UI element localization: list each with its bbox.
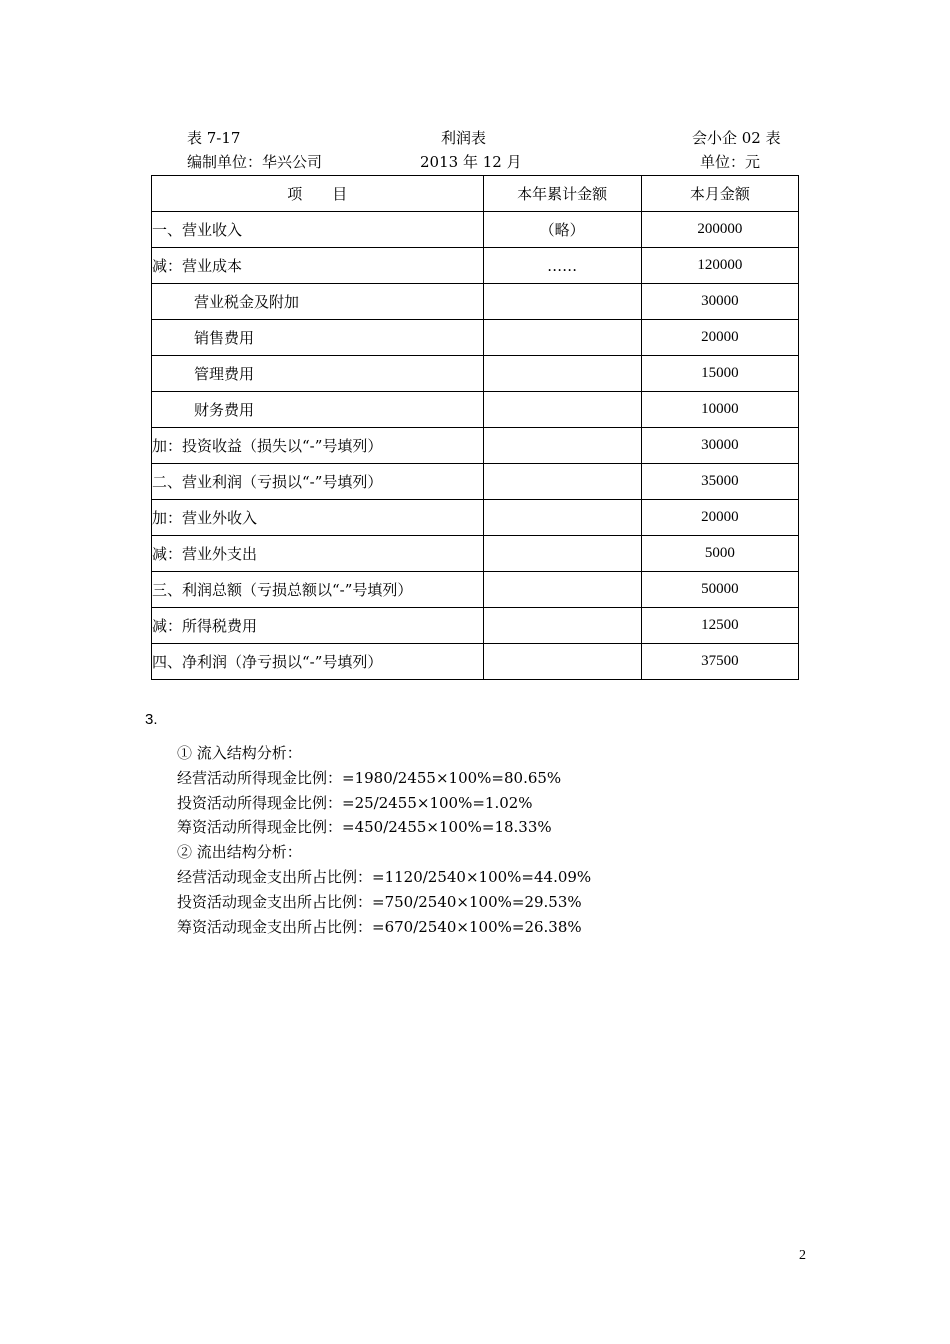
table-row	[152, 464, 799, 500]
row-month: 10000	[641, 392, 798, 428]
table-row	[152, 644, 799, 680]
cash-flow-structure-analysis	[177, 741, 591, 939]
outflow-line-investing: 投资活动现金支出所占比例：=750/2540×100%=29.53%	[177, 892, 582, 911]
row-month: 200000	[641, 212, 798, 248]
table-header-row	[152, 176, 799, 212]
column-header-ytd: 本年累计金额	[483, 176, 641, 212]
row-item: 三、利润总额（亏损总额以“-”号填列）	[152, 572, 484, 608]
row-item: 减：营业成本	[152, 248, 484, 284]
table-row	[152, 392, 799, 428]
row-ytd	[483, 392, 641, 428]
row-month: 15000	[641, 356, 798, 392]
document-title: 利润表	[441, 129, 487, 147]
row-month: 12500	[641, 608, 798, 644]
currency-unit: 单位：元	[700, 153, 761, 171]
row-month: 120000	[641, 248, 798, 284]
column-header-item: 项 目	[152, 176, 484, 212]
row-item: 一、营业收入	[152, 212, 484, 248]
row-month: 20000	[641, 500, 798, 536]
row-ytd	[483, 644, 641, 680]
table-row	[152, 212, 799, 248]
row-month: 5000	[641, 536, 798, 572]
inflow-analysis-heading: ① 流入结构分析：	[177, 744, 302, 762]
table-row	[152, 284, 799, 320]
row-item: 二、营业利润（亏损以“-”号填列）	[152, 464, 484, 500]
row-ytd	[483, 320, 641, 356]
row-item: 加：营业外收入	[152, 500, 484, 536]
inflow-line-financing: 筹资活动所得现金比例：=450/2455×100%=18.33%	[177, 818, 552, 837]
row-ytd	[483, 536, 641, 572]
row-month: 35000	[641, 464, 798, 500]
table-row	[152, 500, 799, 536]
row-item: 销售费用	[152, 320, 484, 356]
table-row	[152, 320, 799, 356]
outflow-analysis-heading: ② 流出结构分析：	[177, 843, 302, 862]
outflow-line-financing: 筹资活动现金支出所占比例：=670/2540×100%=26.38%	[177, 917, 582, 936]
row-month: 30000	[641, 284, 798, 320]
row-ytd: ……	[483, 248, 641, 284]
inflow-line-operating: 经营活动所得现金比例：=1980/2455×100%=80.65%	[177, 768, 562, 787]
row-item: 财务费用	[152, 392, 484, 428]
reporting-entity: 编制单位：华兴公司	[187, 153, 323, 171]
row-month: 20000	[641, 320, 798, 356]
table-number: 表 7-17	[187, 129, 241, 147]
page-number: 2	[799, 1248, 806, 1263]
row-ytd	[483, 464, 641, 500]
outflow-line-operating: 经营活动现金支出所占比例：=1120/2540×100%=44.09%	[177, 867, 592, 886]
row-ytd	[483, 500, 641, 536]
row-item: 营业税金及附加	[152, 284, 484, 320]
table-row	[152, 428, 799, 464]
row-ytd: （略）	[483, 212, 641, 248]
section-number: 3.	[145, 711, 158, 728]
row-item: 减：营业外支出	[152, 536, 484, 572]
table-row	[152, 536, 799, 572]
row-item: 减：所得税费用	[152, 608, 484, 644]
row-ytd	[483, 428, 641, 464]
row-month: 50000	[641, 572, 798, 608]
table-row	[152, 608, 799, 644]
report-period: 2013 年 12 月	[420, 153, 522, 171]
row-month: 37500	[641, 644, 798, 680]
table-row	[152, 356, 799, 392]
column-header-month: 本月金额	[641, 176, 798, 212]
row-ytd	[483, 608, 641, 644]
row-item: 管理费用	[152, 356, 484, 392]
row-ytd	[483, 356, 641, 392]
row-item: 四、净利润（净亏损以“-”号填列）	[152, 644, 484, 680]
table-row	[152, 572, 799, 608]
table-row	[152, 248, 799, 284]
row-ytd	[483, 284, 641, 320]
row-item: 加：投资收益（损失以“-”号填列）	[152, 428, 484, 464]
form-code: 会小企 02 表	[692, 129, 781, 147]
inflow-line-investing: 投资活动所得现金比例：=25/2455×100%=1.02%	[177, 793, 533, 812]
row-month: 30000	[641, 428, 798, 464]
income-statement-table	[151, 175, 799, 680]
row-ytd	[483, 572, 641, 608]
